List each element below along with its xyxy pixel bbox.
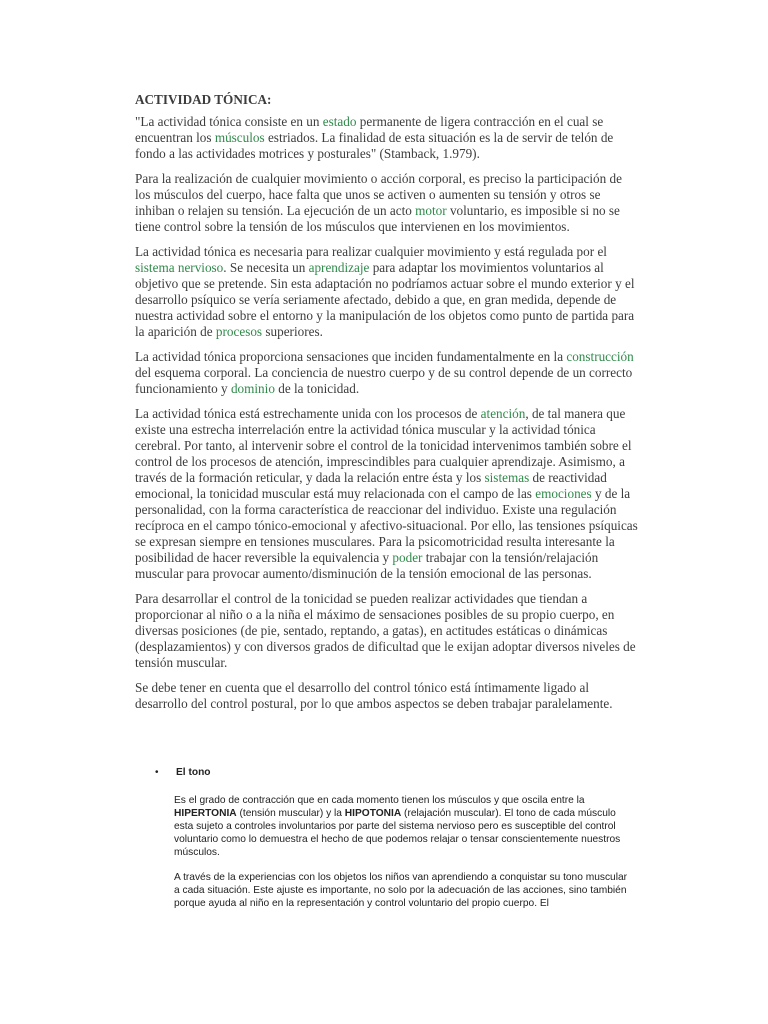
list-item-title: El tono (176, 767, 211, 778)
tono-definition (174, 794, 634, 859)
paragraph-postural: Se debe tener en cuenta que el desarrollo del control tónico está íntimamente ligado al desarrollo del control postural, por lo que ambos aspectos se deben trabajar paralelamente. (135, 680, 613, 711)
section-heading: ACTIVIDAD TÓNICA: (135, 92, 272, 107)
link-procesos[interactable]: procesos (215, 324, 263, 339)
text-run: trabajar con la tensión/relajación muscular para provocar aumento/disminución de la tensión emocional de las personas. (135, 550, 599, 581)
text-run: Es el grado de contracción que en cada momento tienen los músculos y que oscila entre la (174, 795, 585, 806)
text-run: La actividad tónica está estrechamente unida con los procesos de (135, 406, 481, 421)
text-run: (relajación muscular). El tono de cada músculo esta sujeto a controles involuntarios por parte del sistema nervioso pero es susceptible del control voluntario como lo demuestra el hecho de que podemos relajar o tensar conscientemente nuestros músculos. (174, 808, 621, 858)
term-hipertonia: HIPERTONIA (174, 808, 237, 819)
link-estado[interactable]: estado (322, 114, 357, 129)
link-sistemas[interactable]: sistemas (484, 470, 530, 485)
text-run: permanente de ligera contracción en el cual se encuentran los (135, 114, 604, 145)
link-dominio[interactable]: dominio (230, 381, 275, 396)
paragraph-sensaciones (135, 349, 638, 397)
text-run: superiores. (262, 324, 323, 339)
text-run: y de la personalidad, con la forma característica de reaccionar del individuo. Existe una regulación recíproca en el campo tónico-emocional y afectivo-situacional. Por ello, las tensiones psíquicas se expresan siempre en tensiones musculares. Para la psicomotricidad resulta interesante la posibilidad de hacer reversible la equivalencia y (135, 486, 638, 565)
term-hipotonia: HIPOTONIA (344, 808, 402, 819)
text-run: Para la realización de cualquier movimiento o acción corporal, es preciso la participación de los músculos del cuerpo, hace falta que unos se activen o aumenten su tensión y otros se inhiban o relajen su tensión. La ejecución de un acto (135, 171, 622, 218)
text-run: (tensión muscular) y la (236, 808, 345, 819)
text-run: voluntario, es imposible si no se tiene control sobre la tensión de los músculos que intervienen en los movimientos. (135, 203, 620, 234)
text-run: de reactividad emocional, la tonicidad muscular está muy relacionada con el campo de las (135, 470, 607, 501)
link-emociones[interactable]: emociones (535, 486, 592, 501)
text-run: del esquema corporal. La conciencia de nuestro cuerpo y de su control depende de un correcto funcionamiento y (135, 365, 633, 396)
paragraph-desarrollar: Para desarrollar el control de la tonicidad se pueden realizar actividades que tiendan a proporcionar al niño o a la niña el máximo de sensaciones posibles de su propio cuerpo, en diversas posiciones (de pie, sentado, reptando, a gatas), en actitudes estáticas o dinámicas (desplazamientos) y con diversos grados de dificultad que le exijan adoptar diversos niveles de tensión muscular. (135, 591, 636, 670)
list-item-body (174, 794, 634, 922)
paragraph-definition (135, 114, 638, 162)
link-aprendizaje[interactable]: aprendizaje (308, 260, 370, 275)
text-run: "La actividad tónica consiste en un (135, 114, 323, 129)
bullet-icon: • (155, 767, 159, 778)
document-page (135, 92, 638, 721)
text-run: , de tal manera que existe una estrecha interrelación entre la actividad tónica muscular y la actividad tónica cerebral. Por tanto, al intervenir sobre el control de la tonicidad intervenimos también sobre el control de los procesos de atención, imprescindibles para cualquier aprendizaje. Asimismo, a través de la formación reticular, y dada la relación entre ésta y los (135, 406, 632, 485)
paragraph-necesaria (135, 244, 638, 340)
text-run: para adaptar los movimientos voluntarios al objetivo que se pretende. Sin esta adaptación no podríamos actuar sobre el mundo exterior y el desarrollo psíquico se vería seriamente afectado, debido a que, en gran medida, depende de nuestra actividad sobre el entorno y la manipulación de los objetos como punto de partida para la aparición de (135, 260, 635, 339)
text-run: . Se necesita un (223, 260, 309, 275)
link-sistema-nervioso[interactable]: sistema nervioso (135, 260, 224, 275)
link-motor[interactable]: motor (415, 203, 447, 218)
text-run: estriados. La finalidad de esta situación es la de servir de telón de fondo a las actividades motrices y posturales" (Stamback, 1.979). (135, 130, 614, 161)
text-run: de la tonicidad. (274, 381, 360, 396)
link-construccion[interactable]: construcción (566, 349, 634, 364)
link-atencion[interactable]: atención (480, 406, 526, 421)
text-run: La actividad tónica es necesaria para realizar cualquier movimiento y está regulada por el (135, 244, 607, 259)
paragraph-atencion (135, 406, 638, 582)
link-musculos[interactable]: músculos (214, 130, 265, 145)
paragraph-realizacion (135, 171, 638, 235)
link-poder[interactable]: poder (392, 550, 423, 565)
tono-experiencias: A través de la experiencias con los objetos los niños van aprendiendo a conquistar su tono muscular a cada situación. Este ajuste es importante, no solo por la adecuación de las acciones, sino también porque ayuda al niño en la representación y control voluntario del propio cuerpo. El (174, 872, 628, 909)
text-run: La actividad tónica proporciona sensaciones que inciden fundamentalmente en la (135, 349, 567, 364)
